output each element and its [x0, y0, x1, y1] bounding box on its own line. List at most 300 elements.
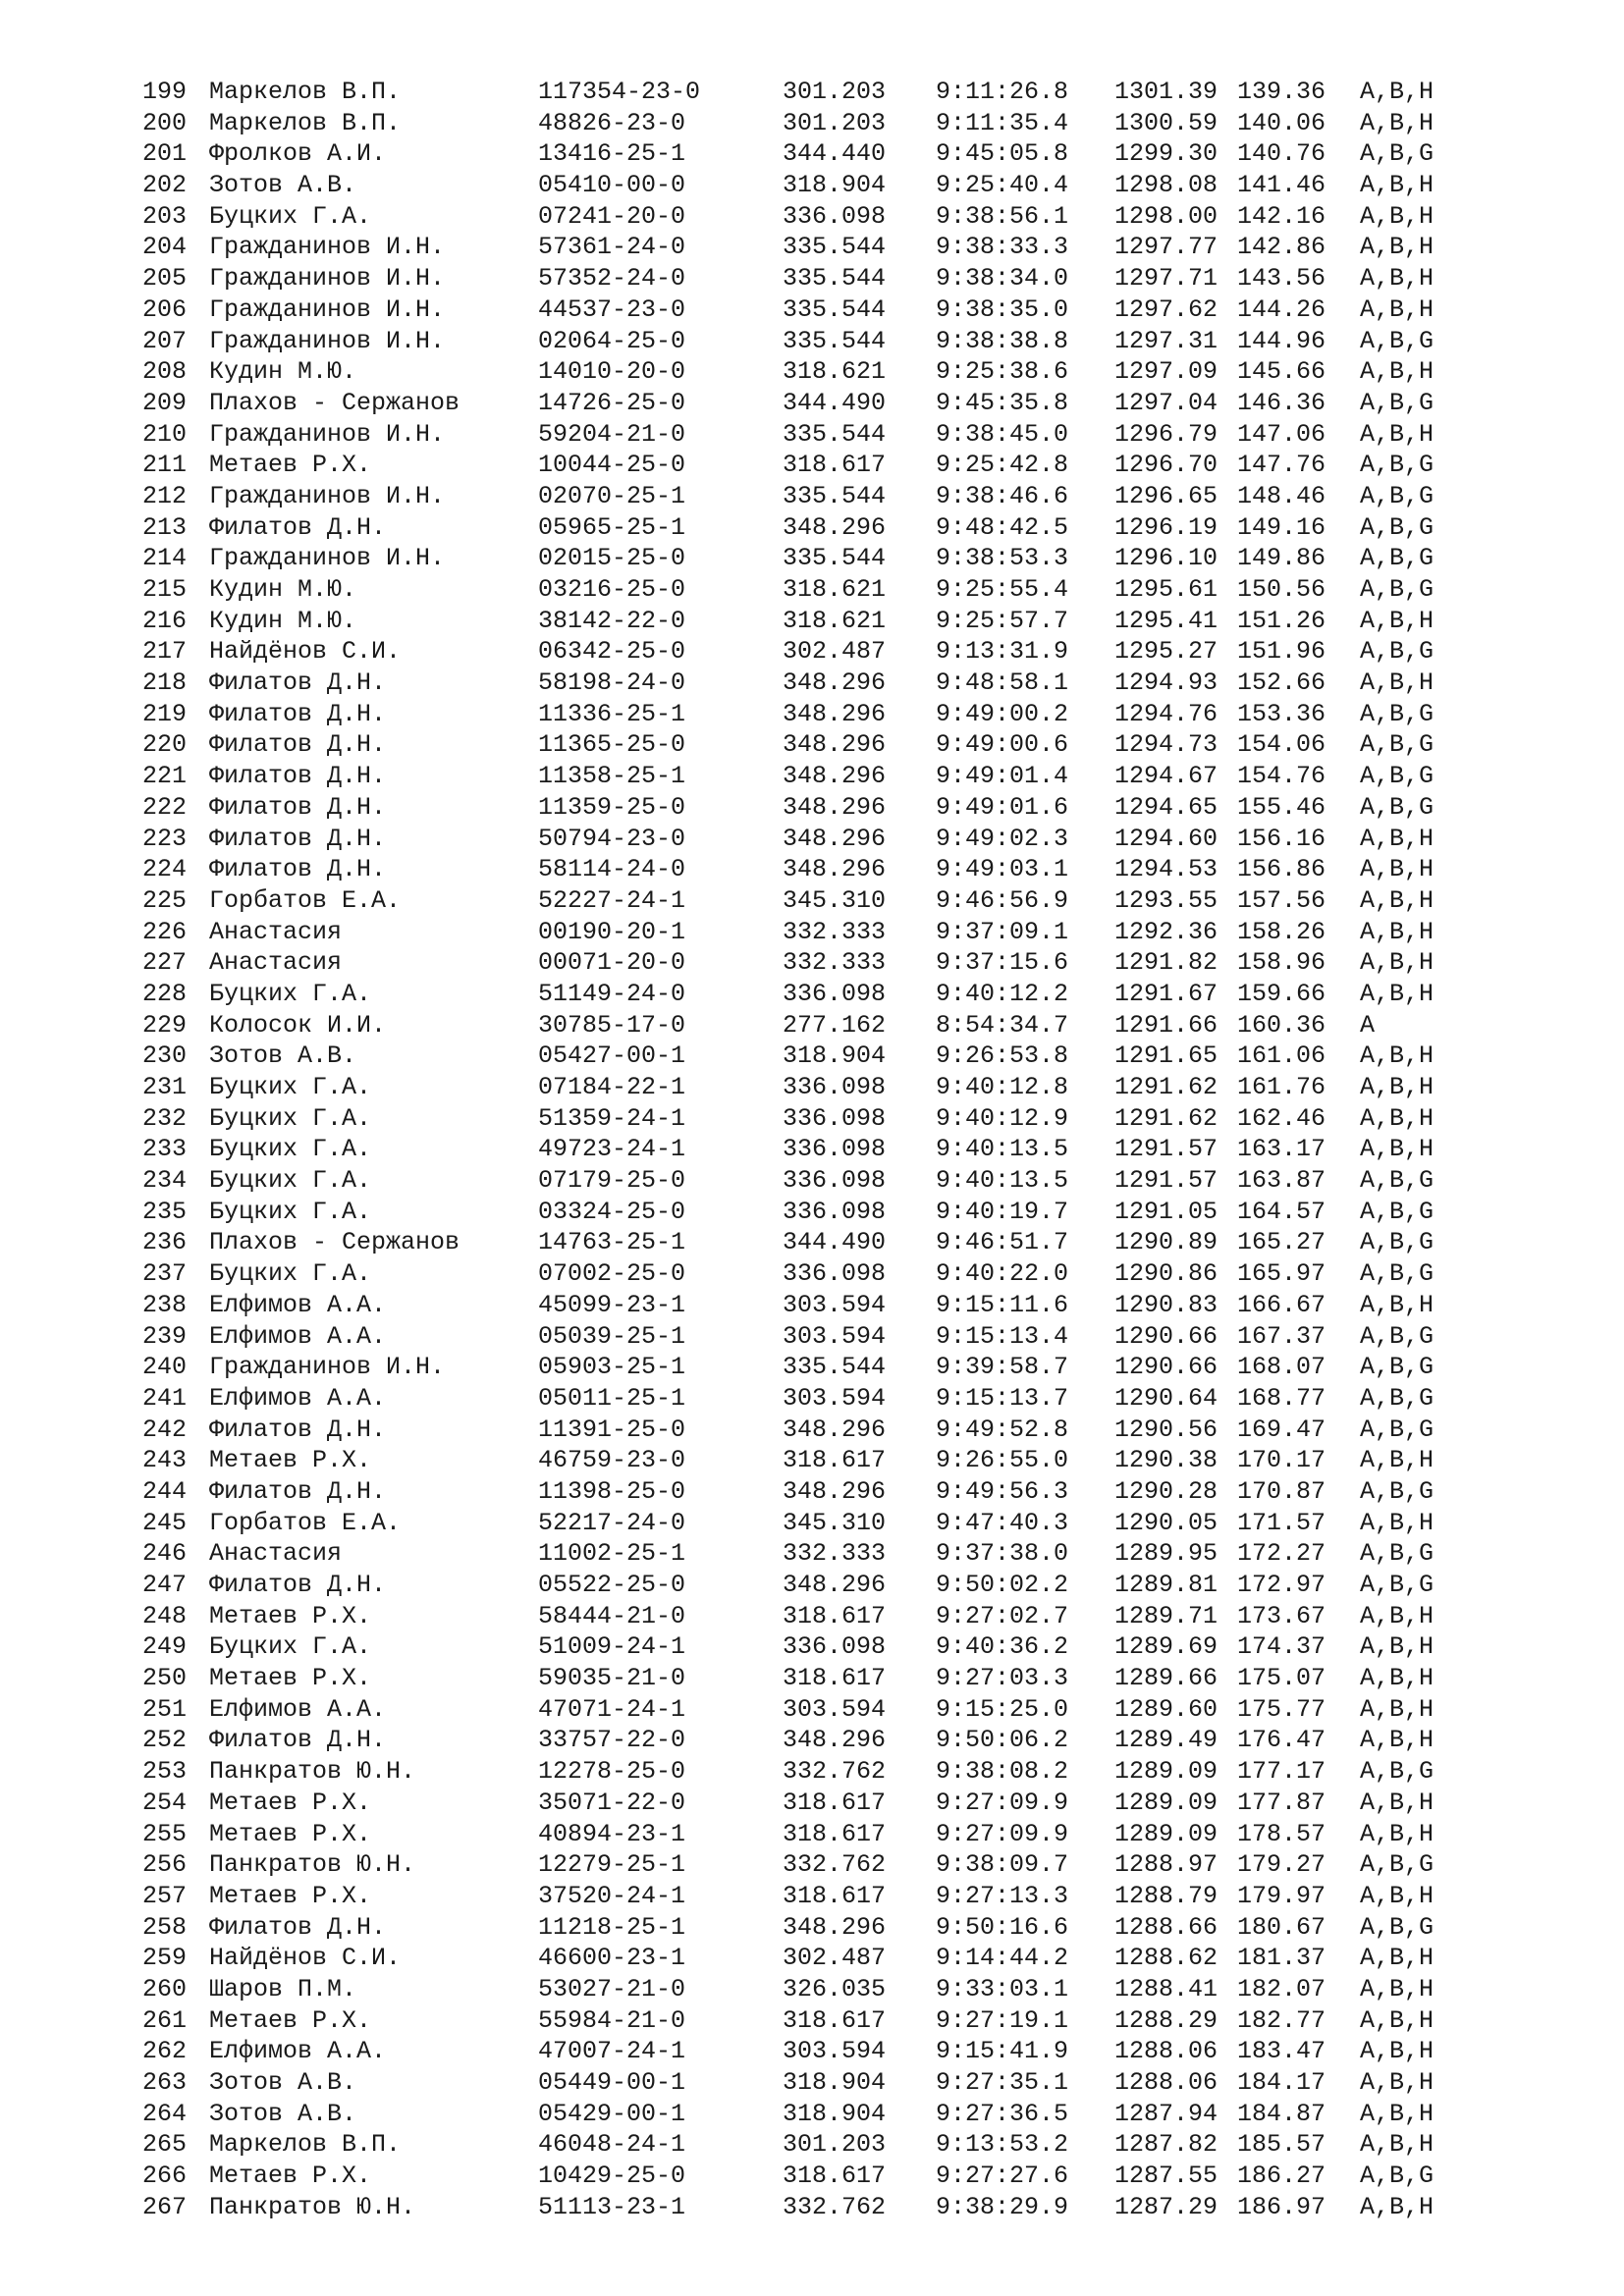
result-place: 236: [142, 1228, 188, 1257]
result-coef: 161.06: [1237, 1041, 1326, 1071]
result-coef: 176.47: [1237, 1726, 1326, 1755]
result-name: Елфимов А.А.: [209, 1694, 387, 1724]
result-cat: A,B,H: [1360, 1135, 1435, 1164]
result-time: 9:45:35.8: [936, 388, 1069, 417]
result-speed: 1294.93: [1114, 668, 1218, 698]
result-coef: 163.87: [1237, 1166, 1326, 1196]
result-ring: 51009-24-1: [538, 1632, 686, 1662]
result-dist: 318.617: [783, 2162, 887, 2191]
result-dist: 335.544: [783, 326, 887, 355]
result-name: Филатов Д.Н.: [209, 512, 387, 542]
result-name: Филатов Д.Н.: [209, 824, 387, 853]
result-place: 209: [142, 388, 188, 417]
result-time: 9:27:13.3: [936, 1881, 1069, 1910]
result-dist: 348.296: [783, 1912, 887, 1942]
result-name: Зотов А.В.: [209, 171, 357, 200]
result-name: Елфимов А.А.: [209, 1321, 387, 1351]
result-place: 234: [142, 1166, 188, 1196]
result-time: 9:14:44.2: [936, 1944, 1069, 1973]
result-time: 9:25:40.4: [936, 171, 1069, 200]
result-time: 9:11:35.4: [936, 108, 1069, 137]
result-name: Метаев Р.Х.: [209, 2162, 372, 2191]
result-time: 9:40:22.0: [936, 1259, 1069, 1289]
result-cat: A,B,G: [1360, 699, 1435, 728]
result-name: Кудин М.Ю.: [209, 606, 357, 635]
result-place: 237: [142, 1259, 188, 1289]
result-cat: A,B,G: [1360, 1228, 1435, 1257]
result-time: 9:49:56.3: [936, 1476, 1069, 1506]
result-speed: 1289.69: [1114, 1632, 1218, 1662]
result-coef: 183.47: [1237, 2037, 1326, 2066]
result-speed: 1292.36: [1114, 917, 1218, 946]
result-speed: 1291.05: [1114, 1197, 1218, 1226]
result-coef: 148.46: [1237, 481, 1326, 510]
result-dist: 277.162: [783, 1010, 887, 1040]
result-place: 260: [142, 1974, 188, 2003]
result-place: 242: [142, 1415, 188, 1444]
result-time: 9:47:40.3: [936, 1508, 1069, 1537]
result-cat: A,B,G: [1360, 1757, 1435, 1787]
result-speed: 1290.66: [1114, 1353, 1218, 1382]
result-speed: 1288.06: [1114, 2037, 1218, 2066]
result-time: 9:49:02.3: [936, 824, 1069, 853]
result-speed: 1298.00: [1114, 201, 1218, 231]
result-cat: A,B,H: [1360, 1601, 1435, 1630]
result-cat: A,B,H: [1360, 1290, 1435, 1319]
result-ring: 46048-24-1: [538, 2130, 686, 2160]
result-place: 207: [142, 326, 188, 355]
result-dist: 318.904: [783, 171, 887, 200]
result-ring: 05039-25-1: [538, 1321, 686, 1351]
result-speed: 1288.97: [1114, 1850, 1218, 1880]
result-dist: 336.098: [783, 1259, 887, 1289]
result-time: 9:40:12.9: [936, 1103, 1069, 1133]
result-speed: 1288.29: [1114, 2005, 1218, 2035]
result-ring: 11336-25-1: [538, 699, 686, 728]
result-ring: 02070-25-1: [538, 481, 686, 510]
result-name: Метаев Р.Х.: [209, 1788, 372, 1817]
result-dist: 318.621: [783, 606, 887, 635]
result-cat: A,B,H: [1360, 1726, 1435, 1755]
result-name: Елфимов А.А.: [209, 2037, 387, 2066]
result-place: 227: [142, 948, 188, 978]
result-cat: A,B,G: [1360, 1571, 1435, 1599]
result-name: Плахов - Сержанов: [209, 388, 460, 417]
result-cat: A,B,H: [1360, 1881, 1435, 1910]
result-dist: 303.594: [783, 1694, 887, 1724]
result-dist: 336.098: [783, 1103, 887, 1133]
result-dist: 318.617: [783, 1601, 887, 1630]
result-cat: A,B,G: [1360, 730, 1435, 760]
result-cat: A,B,G: [1360, 481, 1435, 510]
result-ring: 51149-24-0: [538, 979, 686, 1008]
result-dist: 318.617: [783, 1446, 887, 1475]
result-time: 9:38:53.3: [936, 544, 1069, 573]
result-name: Плахов - Сержанов: [209, 1228, 460, 1257]
result-time: 9:27:09.9: [936, 1788, 1069, 1817]
result-time: 9:49:01.4: [936, 762, 1069, 791]
result-place: 267: [142, 2192, 188, 2221]
result-dist: 335.544: [783, 294, 887, 324]
result-ring: 51359-24-1: [538, 1103, 686, 1133]
result-speed: 1291.62: [1114, 1103, 1218, 1133]
result-speed: 1298.08: [1114, 171, 1218, 200]
result-speed: 1290.05: [1114, 1508, 1218, 1537]
result-time: 9:50:16.6: [936, 1912, 1069, 1942]
result-speed: 1287.29: [1114, 2192, 1218, 2221]
result-dist: 332.333: [783, 917, 887, 946]
result-speed: 1296.79: [1114, 419, 1218, 449]
result-speed: 1290.28: [1114, 1476, 1218, 1506]
result-coef: 175.07: [1237, 1664, 1326, 1693]
result-coef: 166.67: [1237, 1290, 1326, 1319]
result-ring: 03324-25-0: [538, 1197, 686, 1226]
result-coef: 150.56: [1237, 575, 1326, 604]
result-cat: A,B,H: [1360, 2005, 1435, 2035]
result-time: 9:48:42.5: [936, 512, 1069, 542]
result-coef: 147.76: [1237, 451, 1326, 480]
result-cat: A,B,H: [1360, 294, 1435, 324]
result-ring: 46600-23-1: [538, 1944, 686, 1973]
result-cat: A,B,H: [1360, 948, 1435, 978]
result-coef: 168.07: [1237, 1353, 1326, 1382]
result-time: 9:39:58.7: [936, 1353, 1069, 1382]
result-place: 203: [142, 201, 188, 231]
result-coef: 142.16: [1237, 201, 1326, 231]
result-ring: 07002-25-0: [538, 1259, 686, 1289]
result-ring: 14010-20-0: [538, 357, 686, 387]
result-coef: 179.97: [1237, 1881, 1326, 1910]
result-cat: A,B,H: [1360, 1041, 1435, 1071]
result-place: 208: [142, 357, 188, 387]
result-name: Метаев Р.Х.: [209, 1601, 372, 1630]
result-cat: A,B,H: [1360, 1446, 1435, 1475]
result-place: 219: [142, 699, 188, 728]
result-time: 9:49:01.6: [936, 792, 1069, 822]
result-coef: 177.87: [1237, 1788, 1326, 1817]
result-coef: 146.36: [1237, 388, 1326, 417]
result-cat: A,B,H: [1360, 264, 1435, 294]
result-coef: 182.77: [1237, 2005, 1326, 2035]
result-cat: A,B,G: [1360, 1197, 1435, 1226]
result-place: 231: [142, 1073, 188, 1101]
result-time: 9:40:13.5: [936, 1166, 1069, 1196]
result-time: 9:38:33.3: [936, 233, 1069, 262]
result-ring: 52227-24-1: [538, 885, 686, 915]
result-time: 9:27:35.1: [936, 2068, 1069, 2097]
result-coef: 142.86: [1237, 233, 1326, 262]
result-name: Гражданинов И.Н.: [209, 481, 446, 510]
result-name: Панкратов Ю.Н.: [209, 2192, 416, 2221]
result-speed: 1294.65: [1114, 792, 1218, 822]
result-ring: 58114-24-0: [538, 855, 686, 884]
result-cat: A,B,H: [1360, 606, 1435, 635]
result-cat: A,B,H: [1360, 357, 1435, 387]
result-speed: 1289.95: [1114, 1539, 1218, 1569]
result-speed: 1295.61: [1114, 575, 1218, 604]
result-coef: 155.46: [1237, 792, 1326, 822]
result-speed: 1297.04: [1114, 388, 1218, 417]
result-coef: 181.37: [1237, 1944, 1326, 1973]
result-speed: 1287.94: [1114, 2099, 1218, 2128]
result-place: 224: [142, 855, 188, 884]
result-dist: 348.296: [783, 699, 887, 728]
result-dist: 303.594: [783, 1383, 887, 1413]
result-name: Елфимов А.А.: [209, 1383, 387, 1413]
result-time: 9:37:09.1: [936, 917, 1069, 946]
result-ring: 35071-22-0: [538, 1788, 686, 1817]
result-coef: 170.17: [1237, 1446, 1326, 1475]
result-dist: 303.594: [783, 1321, 887, 1351]
result-name: Буцких Г.А.: [209, 1259, 372, 1289]
result-cat: A,B,H: [1360, 1073, 1435, 1101]
result-name: Метаев Р.Х.: [209, 451, 372, 480]
result-time: 9:37:15.6: [936, 948, 1069, 978]
result-name: Маркелов В.П.: [209, 108, 402, 137]
result-name: Буцких Г.А.: [209, 979, 372, 1008]
result-dist: 318.621: [783, 575, 887, 604]
result-ring: 02064-25-0: [538, 326, 686, 355]
result-speed: 1294.53: [1114, 855, 1218, 884]
result-place: 211: [142, 451, 188, 480]
result-cat: A,B,G: [1360, 792, 1435, 822]
result-speed: 1291.82: [1114, 948, 1218, 978]
result-dist: 335.544: [783, 233, 887, 262]
result-time: 9:38:56.1: [936, 201, 1069, 231]
result-speed: 1291.65: [1114, 1041, 1218, 1071]
result-name: Филатов Д.Н.: [209, 1726, 387, 1755]
result-cat: A,B,G: [1360, 512, 1435, 542]
result-place: 229: [142, 1010, 188, 1040]
result-time: 9:49:00.2: [936, 699, 1069, 728]
result-place: 257: [142, 1881, 188, 1910]
result-coef: 186.27: [1237, 2162, 1326, 2191]
result-place: 243: [142, 1446, 188, 1475]
result-ring: 02015-25-0: [538, 544, 686, 573]
result-ring: 11358-25-1: [538, 762, 686, 791]
result-speed: 1288.41: [1114, 1974, 1218, 2003]
result-ring: 05522-25-0: [538, 1571, 686, 1599]
result-place: 235: [142, 1197, 188, 1226]
result-dist: 335.544: [783, 264, 887, 294]
result-dist: 336.098: [783, 1135, 887, 1164]
result-time: 9:38:29.9: [936, 2192, 1069, 2221]
result-time: 9:11:26.8: [936, 78, 1069, 106]
result-place: 265: [142, 2130, 188, 2160]
result-ring: 05410-00-0: [538, 171, 686, 200]
result-place: 226: [142, 917, 188, 946]
result-dist: 348.296: [783, 792, 887, 822]
result-ring: 58198-24-0: [538, 668, 686, 698]
result-coef: 180.67: [1237, 1912, 1326, 1942]
result-dist: 318.617: [783, 1788, 887, 1817]
result-dist: 301.203: [783, 108, 887, 137]
result-dist: 348.296: [783, 1726, 887, 1755]
result-coef: 175.77: [1237, 1694, 1326, 1724]
result-name: Филатов Д.Н.: [209, 1912, 387, 1942]
result-name: Филатов Д.Н.: [209, 855, 387, 884]
result-cat: A,B,G: [1360, 2162, 1435, 2191]
result-name: Зотов А.В.: [209, 1041, 357, 1071]
result-coef: 159.66: [1237, 979, 1326, 1008]
result-name: Фролков А.И.: [209, 139, 387, 169]
result-cat: A,B,H: [1360, 1694, 1435, 1724]
result-time: 9:50:02.2: [936, 1571, 1069, 1599]
result-coef: 174.37: [1237, 1632, 1326, 1662]
result-name: Гражданинов И.Н.: [209, 233, 446, 262]
result-speed: 1296.10: [1114, 544, 1218, 573]
result-speed: 1297.77: [1114, 233, 1218, 262]
result-name: Метаев Р.Х.: [209, 2005, 372, 2035]
result-dist: 332.762: [783, 1850, 887, 1880]
result-cat: A,B,G: [1360, 1166, 1435, 1196]
result-dist: 302.487: [783, 637, 887, 667]
result-dist: 344.440: [783, 139, 887, 169]
result-time: 9:48:58.1: [936, 668, 1069, 698]
result-dist: 332.333: [783, 948, 887, 978]
result-ring: 05965-25-1: [538, 512, 686, 542]
result-time: 9:13:31.9: [936, 637, 1069, 667]
result-speed: 1290.64: [1114, 1383, 1218, 1413]
result-cat: A,B,G: [1360, 575, 1435, 604]
result-coef: 144.96: [1237, 326, 1326, 355]
result-ring: 13416-25-1: [538, 139, 686, 169]
result-time: 9:38:09.7: [936, 1850, 1069, 1880]
result-place: 214: [142, 544, 188, 573]
result-place: 212: [142, 481, 188, 510]
result-cat: A,B,H: [1360, 917, 1435, 946]
result-cat: A,B,G: [1360, 762, 1435, 791]
result-coef: 147.06: [1237, 419, 1326, 449]
result-cat: A,B,G: [1360, 326, 1435, 355]
result-cat: A,B,H: [1360, 1664, 1435, 1693]
result-speed: 1291.67: [1114, 979, 1218, 1008]
result-dist: 332.762: [783, 1757, 887, 1787]
result-coef: 157.56: [1237, 885, 1326, 915]
result-cat: A,B,G: [1360, 1353, 1435, 1382]
result-place: 259: [142, 1944, 188, 1973]
result-ring: 00071-20-0: [538, 948, 686, 978]
result-speed: 1293.55: [1114, 885, 1218, 915]
result-speed: 1301.39: [1114, 78, 1218, 106]
result-ring: 07184-22-1: [538, 1073, 686, 1101]
result-ring: 49723-24-1: [538, 1135, 686, 1164]
result-cat: A,B,H: [1360, 2037, 1435, 2066]
result-speed: 1294.76: [1114, 699, 1218, 728]
result-place: 249: [142, 1632, 188, 1662]
result-dist: 344.490: [783, 1228, 887, 1257]
result-place: 221: [142, 762, 188, 791]
result-name: Метаев Р.Х.: [209, 1664, 372, 1693]
result-dist: 318.617: [783, 1664, 887, 1693]
result-ring: 00190-20-1: [538, 917, 686, 946]
result-ring: 45099-23-1: [538, 1290, 686, 1319]
result-dist: 336.098: [783, 1197, 887, 1226]
result-dist: 348.296: [783, 512, 887, 542]
result-time: 9:15:25.0: [936, 1694, 1069, 1724]
result-time: 9:40:12.2: [936, 979, 1069, 1008]
result-name: Филатов Д.Н.: [209, 762, 387, 791]
result-ring: 47007-24-1: [538, 2037, 686, 2066]
result-time: 9:46:56.9: [936, 885, 1069, 915]
result-cat: A,B,G: [1360, 139, 1435, 169]
result-cat: A,B,H: [1360, 668, 1435, 698]
result-name: Панкратов Ю.Н.: [209, 1757, 416, 1787]
result-time: 9:13:53.2: [936, 2130, 1069, 2160]
result-coef: 182.07: [1237, 1974, 1326, 2003]
result-name: Зотов А.В.: [209, 2099, 357, 2128]
result-place: 220: [142, 730, 188, 760]
result-place: 250: [142, 1664, 188, 1693]
result-dist: 348.296: [783, 855, 887, 884]
result-cat: A,B,H: [1360, 1508, 1435, 1537]
result-cat: A,B,H: [1360, 108, 1435, 137]
result-name: Буцких Г.А.: [209, 1073, 372, 1101]
result-ring: 33757-22-0: [538, 1726, 686, 1755]
result-place: 222: [142, 792, 188, 822]
result-time: 9:15:41.9: [936, 2037, 1069, 2066]
result-ring: 52217-24-0: [538, 1508, 686, 1537]
result-coef: 164.57: [1237, 1197, 1326, 1226]
result-time: 9:27:09.9: [936, 1819, 1069, 1848]
result-time: 9:15:13.4: [936, 1321, 1069, 1351]
result-speed: 1289.81: [1114, 1571, 1218, 1599]
result-speed: 1290.56: [1114, 1415, 1218, 1444]
result-speed: 1296.70: [1114, 451, 1218, 480]
result-speed: 1299.30: [1114, 139, 1218, 169]
result-time: 9:38:38.8: [936, 326, 1069, 355]
result-coef: 149.86: [1237, 544, 1326, 573]
result-name: Найдёнов С.И.: [209, 1944, 402, 1973]
result-coef: 143.56: [1237, 264, 1326, 294]
result-time: 9:40:13.5: [936, 1135, 1069, 1164]
result-name: Метаев Р.Х.: [209, 1446, 372, 1475]
result-name: Филатов Д.Н.: [209, 668, 387, 698]
result-place: 256: [142, 1850, 188, 1880]
result-place: 202: [142, 171, 188, 200]
result-cat: A,B,H: [1360, 2099, 1435, 2128]
result-ring: 12279-25-1: [538, 1850, 686, 1880]
result-speed: 1294.73: [1114, 730, 1218, 760]
result-place: 206: [142, 294, 188, 324]
result-cat: A,B,H: [1360, 78, 1435, 106]
result-name: Гражданинов И.Н.: [209, 294, 446, 324]
result-place: 262: [142, 2037, 188, 2066]
result-time: 9:33:03.1: [936, 1974, 1069, 2003]
result-coef: 172.97: [1237, 1571, 1326, 1599]
result-place: 252: [142, 1726, 188, 1755]
result-ring: 11365-25-0: [538, 730, 686, 760]
result-place: 253: [142, 1757, 188, 1787]
result-dist: 348.296: [783, 824, 887, 853]
result-cat: A,B,G: [1360, 388, 1435, 417]
result-coef: 154.06: [1237, 730, 1326, 760]
result-ring: 40894-23-1: [538, 1819, 686, 1848]
result-name: Маркелов В.П.: [209, 2130, 402, 2160]
result-place: 238: [142, 1290, 188, 1319]
result-time: 9:37:38.0: [936, 1539, 1069, 1569]
result-ring: 47071-24-1: [538, 1694, 686, 1724]
result-dist: 335.544: [783, 481, 887, 510]
result-coef: 140.06: [1237, 108, 1326, 137]
result-name: Буцких Г.А.: [209, 1166, 372, 1196]
result-place: 248: [142, 1601, 188, 1630]
result-ring: 14726-25-0: [538, 388, 686, 417]
result-coef: 149.16: [1237, 512, 1326, 542]
result-name: Гражданинов И.Н.: [209, 419, 446, 449]
result-speed: 1295.27: [1114, 637, 1218, 667]
result-time: 8:54:34.7: [936, 1010, 1069, 1040]
